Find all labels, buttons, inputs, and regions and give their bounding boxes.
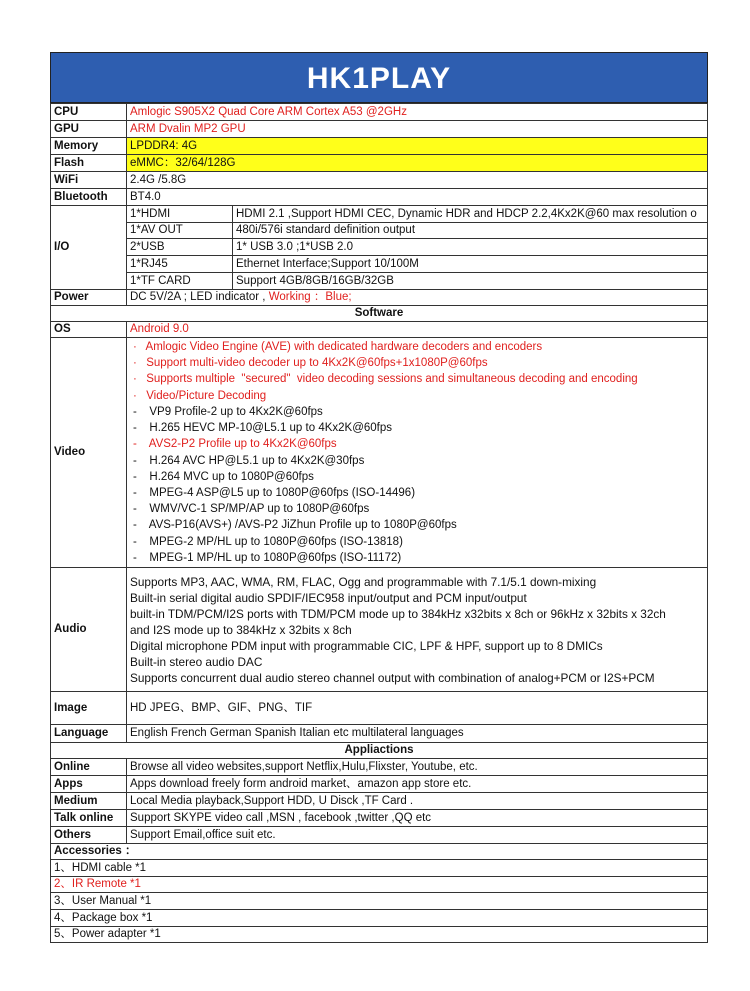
accessory-item: 3、User Manual *1 bbox=[51, 893, 708, 910]
online-row bbox=[51, 759, 708, 776]
video-feature-line bbox=[130, 371, 704, 387]
video-label: Video bbox=[51, 338, 127, 568]
bullet-marker: · bbox=[133, 373, 137, 386]
video-feature-line bbox=[130, 485, 704, 501]
cpu-label: CPU bbox=[51, 104, 127, 121]
flash-row bbox=[51, 155, 708, 172]
bullet-marker: · bbox=[133, 357, 137, 370]
memory-row bbox=[51, 138, 708, 155]
gpu-row bbox=[51, 121, 708, 138]
accessory-row bbox=[51, 910, 708, 927]
audio-feature-line: and I2S mode up to 384kHz x 32bits x 8ch bbox=[130, 622, 352, 637]
audio-label: Audio bbox=[51, 568, 127, 692]
audio-feature-line: built-in TDM/PCM/I2S ports with TDM/PCM mode up to 384kHz x32bits x 8ch or 96kHz x 32bits x 32ch bbox=[130, 606, 666, 621]
accessories-heading-row bbox=[51, 844, 708, 860]
product-title: HK1PLAY bbox=[50, 52, 708, 103]
audio-feature-line: Built-in serial digital audio SPDIF/IEC958 input/output and PCM input/output bbox=[130, 590, 527, 605]
os-value: Android 9.0 bbox=[127, 322, 708, 338]
talk-online-label: Talk online bbox=[51, 810, 127, 827]
online-value: Browse all video websites,support Netflix,Hulu,Flixster, Youtube, etc. bbox=[127, 759, 708, 776]
accessory-row bbox=[51, 860, 708, 877]
image-row bbox=[51, 692, 708, 725]
video-feature-line bbox=[130, 501, 704, 517]
cpu-row bbox=[51, 104, 708, 121]
io-row bbox=[51, 206, 708, 223]
video-feature-line bbox=[130, 550, 704, 566]
video-feature-text: MPEG-1 MP/HL up to 1080P@60fps (ISO-11172) bbox=[143, 551, 402, 564]
accessory-row bbox=[51, 877, 708, 893]
apps-label: Apps bbox=[51, 776, 127, 793]
memory-label: Memory bbox=[51, 138, 127, 155]
accessory-item: 1、HDMI cable *1 bbox=[51, 860, 708, 877]
audio-feature-line: Supports MP3, AAC, WMA, RM, FLAC, Ogg and programmable with 7.1/5.1 down-mixing bbox=[130, 574, 597, 589]
video-feature-text: AVS2-P2 Profile up to 4Kx2K@60fps bbox=[143, 438, 337, 451]
io-desc: Support 4GB/8GB/16GB/32GB bbox=[233, 273, 708, 290]
image-label: Image bbox=[51, 692, 127, 725]
bullet-marker: - bbox=[133, 486, 137, 499]
video-feature-text: Amlogic Video Engine (AVE) with dedicated hardware decoders and encoders bbox=[143, 341, 543, 354]
bullet-marker: - bbox=[133, 422, 137, 435]
talk-online-value: Support SKYPE video call ,MSN , facebook ,twitter ,QQ etc bbox=[127, 810, 708, 827]
power-label: Power bbox=[51, 290, 127, 306]
video-feature-line bbox=[130, 534, 704, 550]
video-feature-text: AVS-P16(AVS+) /AVS-P2 JiZhun Profile up to 1080P@60fps bbox=[143, 519, 457, 532]
flash-label: Flash bbox=[51, 155, 127, 172]
medium-row bbox=[51, 793, 708, 810]
others-value: Support Email,office suit etc. bbox=[127, 827, 708, 844]
video-feature-text: WMV/VC-1 SP/MP/AP up to 1080P@60fps bbox=[143, 503, 370, 516]
flash-value: eMMC：32/64/128G bbox=[127, 155, 708, 172]
bullet-marker: - bbox=[133, 470, 137, 483]
os-row bbox=[51, 322, 708, 338]
accessory-row bbox=[51, 927, 708, 943]
video-feature-line bbox=[130, 388, 704, 404]
audio-features bbox=[127, 568, 708, 692]
apps-row bbox=[51, 776, 708, 793]
gpu-value: ARM Dvalin MP2 GPU bbox=[127, 121, 708, 138]
io-desc: 480i/576i standard definition output bbox=[233, 223, 708, 239]
video-feature-text: H.264 AVC HP@L5.1 up to 4Kx2K@30fps bbox=[143, 454, 365, 467]
bullet-marker: - bbox=[133, 535, 137, 548]
bullet-marker: · bbox=[133, 389, 137, 402]
video-feature-text: Support multi-video decoder up to 4Kx2K@60fps+1x1080P@60fps bbox=[143, 357, 488, 370]
video-feature-text: MPEG-2 MP/HL up to 1080P@60fps (ISO-13818) bbox=[143, 535, 403, 548]
gpu-label: GPU bbox=[51, 121, 127, 138]
power-value-main: DC 5V/2A ; LED indicator , bbox=[130, 291, 266, 303]
audio-row bbox=[51, 568, 708, 692]
bullet-marker: - bbox=[133, 503, 137, 516]
video-feature-text: Video/Picture Decoding bbox=[143, 389, 267, 402]
video-feature-line bbox=[130, 469, 704, 485]
video-feature-line bbox=[130, 517, 704, 533]
medium-label: Medium bbox=[51, 793, 127, 810]
io-port: 1*TF CARD bbox=[127, 273, 233, 290]
io-label: I/O bbox=[51, 206, 127, 290]
accessory-row bbox=[51, 893, 708, 910]
io-port: 1*RJ45 bbox=[127, 256, 233, 273]
spec-sheet bbox=[50, 52, 708, 943]
language-row bbox=[51, 725, 708, 743]
io-port: 1*HDMI bbox=[127, 206, 233, 223]
io-row bbox=[51, 256, 708, 273]
io-desc: Ethernet Interface;Support 10/100M bbox=[233, 256, 708, 273]
bluetooth-row bbox=[51, 189, 708, 206]
io-port: 1*AV OUT bbox=[127, 223, 233, 239]
video-feature-text: MPEG-4 ASP@L5 up to 1080P@60fps (ISO-14496) bbox=[143, 486, 416, 499]
video-feature-line bbox=[130, 355, 704, 371]
io-row bbox=[51, 223, 708, 239]
power-value-indicator: Working ：Blue; bbox=[265, 291, 352, 303]
bullet-marker: - bbox=[133, 405, 137, 418]
bullet-marker: - bbox=[133, 551, 137, 564]
wifi-value: 2.4G /5.8G bbox=[127, 172, 708, 189]
video-feature-text: VP9 Profile-2 up to 4Kx2K@60fps bbox=[143, 405, 323, 418]
video-feature-line bbox=[130, 453, 704, 469]
medium-value: Local Media playback,Support HDD, U Disck ,TF Card . bbox=[127, 793, 708, 810]
power-value bbox=[127, 290, 708, 306]
applications-heading-row bbox=[51, 743, 708, 759]
video-feature-line bbox=[130, 436, 704, 452]
video-feature-line bbox=[130, 339, 704, 355]
audio-feature-line: Digital microphone PDM input with programmable CIC, LPF & HPF, support up to 8 DMICs bbox=[130, 638, 603, 653]
wifi-label: WiFi bbox=[51, 172, 127, 189]
power-row bbox=[51, 290, 708, 306]
others-row bbox=[51, 827, 708, 844]
language-label: Language bbox=[51, 725, 127, 743]
accessories-heading: Accessories ： bbox=[51, 844, 708, 860]
os-label: OS bbox=[51, 322, 127, 338]
bullet-marker: · bbox=[133, 341, 137, 354]
io-desc: 1* USB 3.0 ;1*USB 2.0 bbox=[233, 239, 708, 256]
language-value: English French German Spanish Italian etc multilateral languages bbox=[127, 725, 708, 743]
spec-table bbox=[50, 103, 708, 943]
video-feature-text: H.264 MVC up to 1080P@60fps bbox=[143, 470, 314, 483]
image-value: HD JPEG、BMP、GIF、PNG、TIF bbox=[127, 692, 708, 725]
accessory-item: 2、IR Remote *1 bbox=[51, 877, 708, 893]
online-label: Online bbox=[51, 759, 127, 776]
video-feature-text: H.265 HEVC MP-10@L5.1 up to 4Kx2K@60fps bbox=[143, 422, 393, 435]
video-features bbox=[127, 338, 708, 568]
software-heading: Software bbox=[51, 306, 708, 322]
bullet-marker: - bbox=[133, 454, 137, 467]
software-heading-row bbox=[51, 306, 708, 322]
applications-heading: Appliactions bbox=[51, 743, 708, 759]
io-port: 2*USB bbox=[127, 239, 233, 256]
accessory-item: 4、Package box *1 bbox=[51, 910, 708, 927]
others-label: Others bbox=[51, 827, 127, 844]
audio-feature-line: Built-in stereo audio DAC bbox=[130, 654, 263, 669]
video-feature-line bbox=[130, 420, 704, 436]
bullet-marker: - bbox=[133, 519, 137, 532]
video-feature-line bbox=[130, 404, 704, 420]
bluetooth-value: BT4.0 bbox=[127, 189, 708, 206]
memory-value: LPDDR4: 4G bbox=[127, 138, 708, 155]
bullet-marker: - bbox=[133, 438, 137, 451]
io-row bbox=[51, 273, 708, 290]
apps-value: Apps download freely form android market、amazon app store etc. bbox=[127, 776, 708, 793]
audio-feature-line: Supports concurrent dual audio stereo channel output with combination of analog+PCM or I2S+PCM bbox=[130, 670, 655, 685]
video-row bbox=[51, 338, 708, 568]
wifi-row bbox=[51, 172, 708, 189]
accessory-item: 5、Power adapter *1 bbox=[51, 927, 708, 943]
cpu-value: Amlogic S905X2 Quad Core ARM Cortex A53 @2GHz bbox=[127, 104, 708, 121]
io-row bbox=[51, 239, 708, 256]
video-feature-text: Supports multiple "secured" video decoding sessions and simultaneous decoding and encoding bbox=[143, 373, 638, 386]
bluetooth-label: Bluetooth bbox=[51, 189, 127, 206]
io-desc: HDMI 2.1 ,Support HDMI CEC, Dynamic HDR and HDCP 2.2,4Kx2K@60 max resolution o bbox=[233, 206, 708, 223]
talk-online-row bbox=[51, 810, 708, 827]
